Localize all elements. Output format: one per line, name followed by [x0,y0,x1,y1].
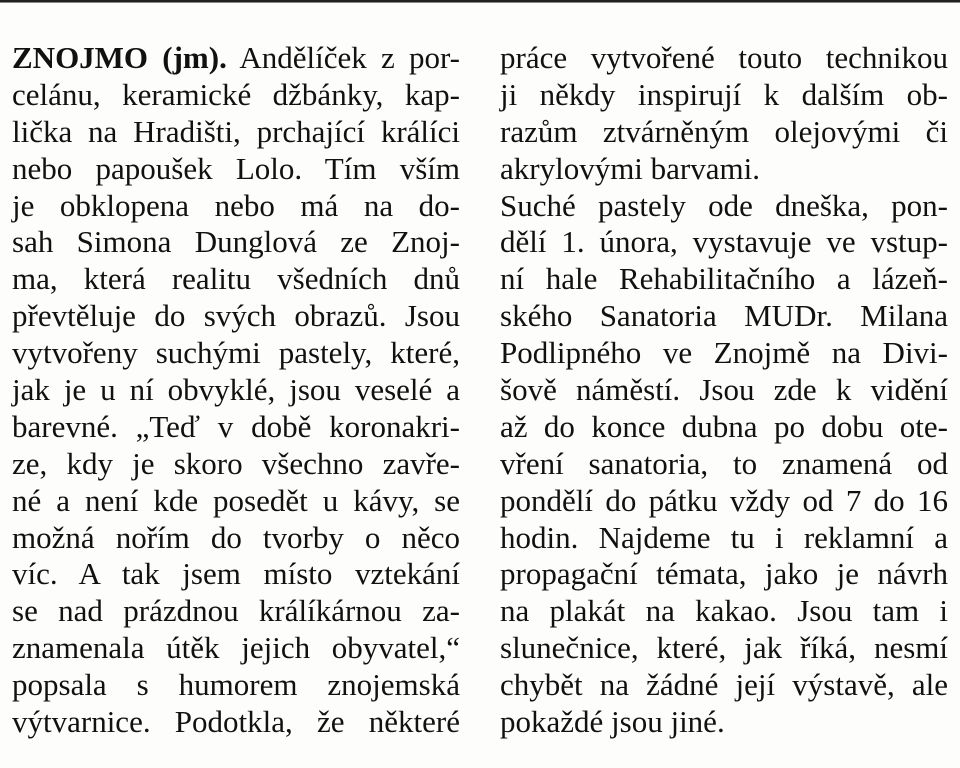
article-line: Suché pastely ode dneška, pon- [500,187,948,223]
article-line: nebo papoušek Lolo. Tím vším [12,150,460,186]
article-line: slunečnice, které, jak říká, nesmí [500,630,948,666]
article-line: ZNOJMO (jm). Andělíček z por- [12,40,460,75]
article-line: barevné. „Teď v době koronakri- [12,408,460,444]
article-line: propagační témata, jako je návrh [500,556,948,592]
article-line: ji někdy inspirují k dalším ob- [500,76,948,112]
article-line: šově náměstí. Jsou zde k vidění [500,372,948,408]
article-line: vření sanatoria, to znamená od [500,445,948,481]
article-line: dělí 1. února, vystavuje ve vstup- [500,224,948,260]
article-line: Podlipného ve Znojmě na Divi- [500,335,948,371]
article-line: možná nořím do tvorby o něco [12,519,460,555]
article-line: je obklopena nebo má na do- [12,187,460,223]
article-line: na plakát na kakao. Jsou tam i [500,593,948,629]
article-line: až do konce dubna po dobu ote- [500,408,948,444]
article-line: chybět na žádné její výstavě, ale [500,667,948,703]
article-column-right [500,40,948,741]
article-line: ze, kdy je skoro všechno zavře- [12,445,460,481]
article-line: sah Simona Dunglová ze Znoj- [12,224,460,260]
article-line: převtěluje do svých obrazů. Jsou [12,298,460,334]
article-line: hodin. Najdeme tu i reklamní a [500,519,948,555]
article-line: akrylovými barvami. [500,150,760,186]
article-line: vytvořeny suchými pastely, které, [12,335,460,371]
article-line: né a není kde posedět u kávy, se [12,482,460,518]
article-lead: ZNOJMO (jm). [12,40,227,75]
article-line: ského Sanatoria MUDr. Milana [500,298,948,334]
article-line: pokaždé jsou jiné. [500,704,725,740]
article-line: ní hale Rehabilitačního a lázeň- [500,261,948,297]
article-column-left [12,40,460,741]
article-line: pondělí do pátku vždy od 7 do 16 [500,482,948,518]
article-line: znamenala útěk jejich obyvatel,“ [12,630,460,666]
article-line: celánu, keramické džbánky, kap- [12,76,460,112]
article-line: práce vytvořené touto technikou [500,40,948,75]
article-line: výtvarnice. Podotkla, že některé [12,704,460,740]
top-rule [0,0,960,5]
article-line: razům ztvárněným olejovými či [500,113,948,149]
article-line: jak je u ní obvyklé, jsou veselé a [12,372,460,408]
article-line: lička na Hradišti, prchající králíci [12,113,460,149]
article-line: ma, která realitu všedních dnů [12,261,460,297]
article-line: se nad prázdnou králíkárnou za- [12,593,460,629]
article-line: popsala s humorem znojemská [12,667,460,703]
article-line: víc. A tak jsem místo vztekání [12,556,460,592]
